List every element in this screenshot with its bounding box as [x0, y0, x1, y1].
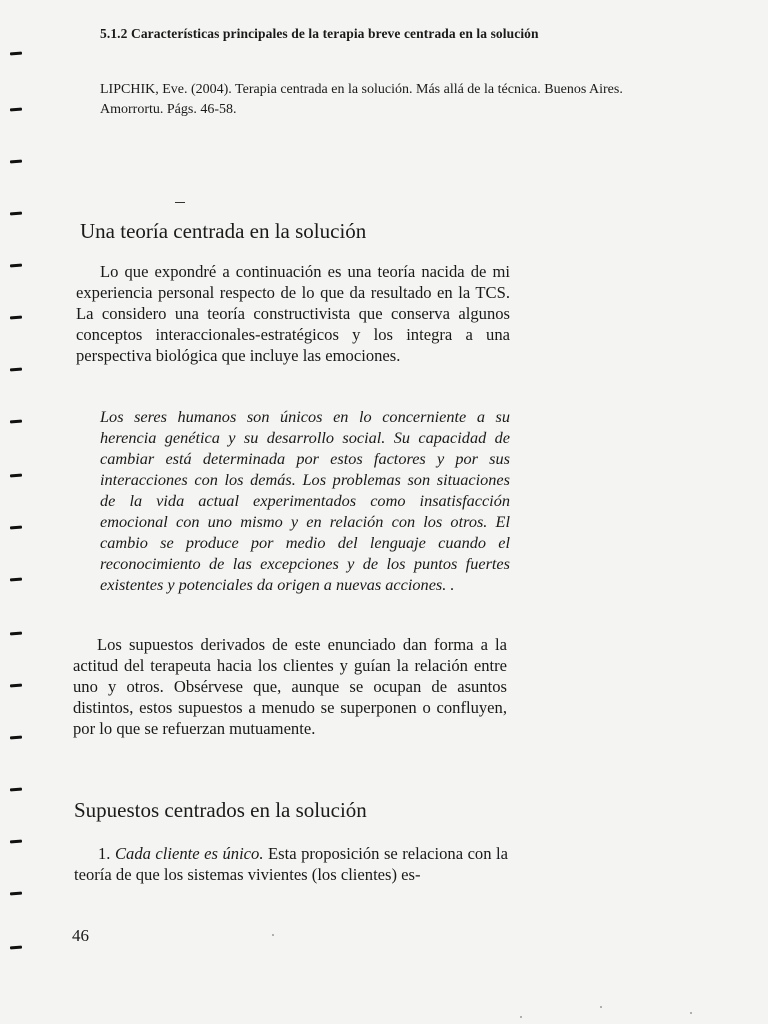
scan-speck	[272, 934, 274, 936]
citation: LIPCHIK, Eve. (2004). Terapia centrada en la solución. Más allá de la técnica. Buenos Aires. Amorrortu. Págs. 46-58.	[100, 82, 623, 117]
scan-speck	[520, 1016, 522, 1018]
binding-mark	[10, 736, 22, 740]
binding-mark	[10, 684, 22, 688]
binding-mark	[10, 368, 22, 372]
heading-teoria: Una teoría centrada en la solución	[80, 219, 367, 243]
binding-mark	[10, 212, 22, 216]
binding-mark	[10, 578, 22, 582]
page-number: 46	[72, 926, 89, 945]
binding-mark	[10, 946, 22, 950]
scan-speck	[600, 1006, 602, 1008]
item-number: 1.	[98, 844, 111, 863]
paragraph-supuestos: Los supuestos derivados de este enunciado dan forma a la actitud del terapeuta hacia los clientes y guían la relación entre uno y otros. Obsérvese que, aunque se ocupan de asuntos distintos, estos supuestos a menudo se superponen o confluyen, por lo que se refuerzan mutuamente.	[73, 635, 507, 738]
binding-mark	[10, 526, 22, 530]
binding-mark	[10, 160, 22, 164]
binding-mark	[10, 474, 22, 478]
binding-mark	[10, 264, 22, 268]
binding-mark	[10, 420, 22, 424]
item-title: Cada cliente es único.	[114, 844, 264, 863]
divider	[175, 202, 185, 203]
binding-mark	[10, 788, 22, 792]
quote-block: Los seres humanos son únicos en lo concerniente a su herencia genética y su desarrollo social. Su capacidad de cambiar está determinada por estos factores y por sus interacciones con los demás. Los problemas son situaciones de la vida actual experimentados como insatisfacción emocional con uno mismo y en relación con los otros. El cambio se produce por medio del lenguaje cuando el reconocimiento de las excepciones y de los puntos fuertes existentes y potenciales da origen a nuevas acciones. .	[100, 407, 510, 594]
binding-mark	[10, 632, 22, 636]
binding-mark	[10, 892, 22, 896]
scan-speck	[690, 1012, 692, 1014]
binding-mark	[10, 316, 22, 320]
list-item	[74, 843, 508, 885]
binding-mark	[10, 108, 22, 112]
binding-mark	[10, 52, 22, 56]
binding-mark	[10, 840, 22, 844]
heading-supuestos: Supuestos centrados en la solución	[74, 798, 367, 822]
paragraph-intro: Lo que expondré a continuación es una teoría nacida de mi experiencia personal respecto de lo que da resultado en la TCS. La considero una teoría constructivista que conserva algunos conceptos interaccionales-estratégicos y los integra a una perspectiva biológica que incluye las emociones.	[76, 262, 510, 365]
binding-marks	[0, 0, 40, 1024]
section-title: 5.1.2 Características principales de la terapia breve centrada en la solución	[100, 26, 539, 41]
item-text: Esta proposición se relaciona con la teoría de que los sistemas vivientes (los clientes) es-	[74, 844, 509, 884]
